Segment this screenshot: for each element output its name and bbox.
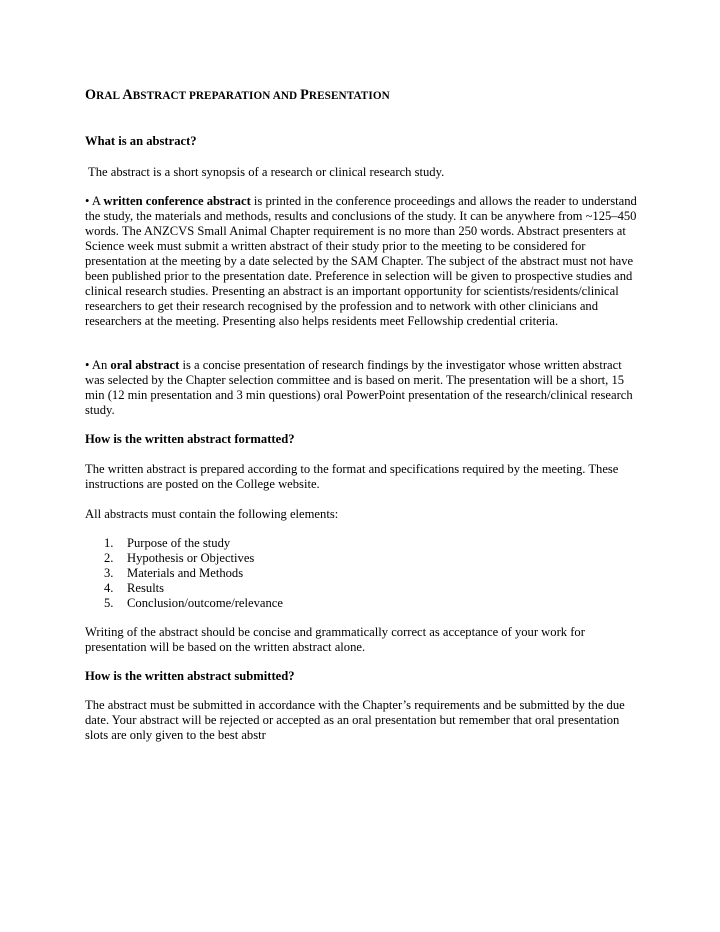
list-item: [85, 536, 283, 551]
title-initial-o: O: [85, 87, 97, 103]
list-item-text: Hypothesis or Objectives: [127, 551, 255, 565]
list-item: [85, 596, 283, 611]
title-part-2: BSTRACT PREPARATION AND: [132, 90, 301, 102]
bullet-text: is printed in the conference proceedings and allows the reader to understand the study, the materials and methods, results and conclusions of the study. It can be anywhere from ~125–450 words. The ANZCVS Small Animal Chapter requirement is no more than 250 words. Abstract presenters at Science week must submit a written abstract of their study prior to the meeting to be considered for presentation at the meeting by a date selected by the SAM Chapter. The subject of the abstract must not have been published prior to the presentation date. Preference in selection will be given to prospective studies and clinical research studies. Presenting an abstract is an important opportunity for scientists/residents/clinical researchers to get their research recognised by the profession and to network with other clinicians and researchers at the meeting. Presenting also helps residents meet Fellowship credential criteria.: [85, 194, 637, 328]
formatting-paragraph: [85, 462, 641, 492]
bullet-oral-abstract: [85, 358, 641, 418]
section-heading: How is the written abstract formatted?: [85, 432, 295, 446]
bullet-text: is a concise presentation of research findings by the investigator whose written abstract was selected by the Chapter selection committee and is based on merit. The presentation will be a short, 15 min (12 min presentation and 3 min questions) oral PowerPoint presentation of the research/clinical research study.: [85, 358, 633, 417]
intro-paragraph: [85, 165, 641, 180]
title-initial-a: A: [122, 87, 133, 103]
list-item-text: Materials and Methods: [127, 566, 244, 580]
document-title: [85, 87, 390, 104]
section-heading: What is an abstract?: [85, 134, 197, 148]
list-item: [85, 581, 283, 596]
paragraph-text: The abstract is a short synopsis of a research or clinical research study.: [88, 165, 445, 179]
paragraph-text: The written abstract is prepared according to the format and specifications required by the meeting. These instructions are posted on the College website.: [85, 462, 619, 491]
list-item-text: Purpose of the study: [127, 536, 231, 550]
list-item-text: Results: [127, 581, 165, 595]
bold-term: oral abstract: [110, 358, 180, 372]
section-formatting: [85, 432, 641, 447]
elements-list: [85, 536, 283, 611]
section-submission: [85, 669, 641, 684]
elements-intro: [85, 507, 641, 522]
list-number: 1.: [104, 536, 114, 550]
list-number: 2.: [104, 551, 114, 565]
list-item: [85, 551, 283, 566]
list-item: [85, 566, 283, 581]
submission-paragraph: [85, 698, 641, 743]
title-part-1: RAL: [96, 90, 123, 102]
list-number: 4.: [104, 581, 114, 595]
title-initial-p: P: [300, 87, 309, 103]
section-heading: How is the written abstract submitted?: [85, 669, 295, 683]
conciseness-paragraph: [85, 625, 641, 655]
list-number: 3.: [104, 566, 114, 580]
paragraph-text: All abstracts must contain the following elements:: [85, 507, 339, 521]
list-item-text: Conclusion/outcome/relevance: [127, 596, 283, 610]
paragraph-text: The abstract must be submitted in accordance with the Chapter’s requirements and be submitted by the due date. Your abstract will be rejected or accepted as an oral presentation but remember that oral presentation slots are only given to the best abstr: [85, 698, 625, 742]
list-number: 5.: [104, 596, 114, 610]
title-part-3: RESENTATION: [308, 90, 390, 102]
bullet-prefix: • An: [85, 358, 111, 372]
section-what-is-abstract: [85, 134, 641, 149]
paragraph-text: Writing of the abstract should be concise and grammatically correct as acceptance of your work for presentation will be based on the written abstract alone.: [85, 625, 585, 654]
bullet-written-abstract: [85, 194, 641, 329]
bold-term: written conference abstract: [103, 194, 251, 208]
bullet-paragraph: [85, 358, 641, 418]
bullet-prefix: • A: [85, 194, 104, 208]
bullet-paragraph: [85, 194, 641, 329]
